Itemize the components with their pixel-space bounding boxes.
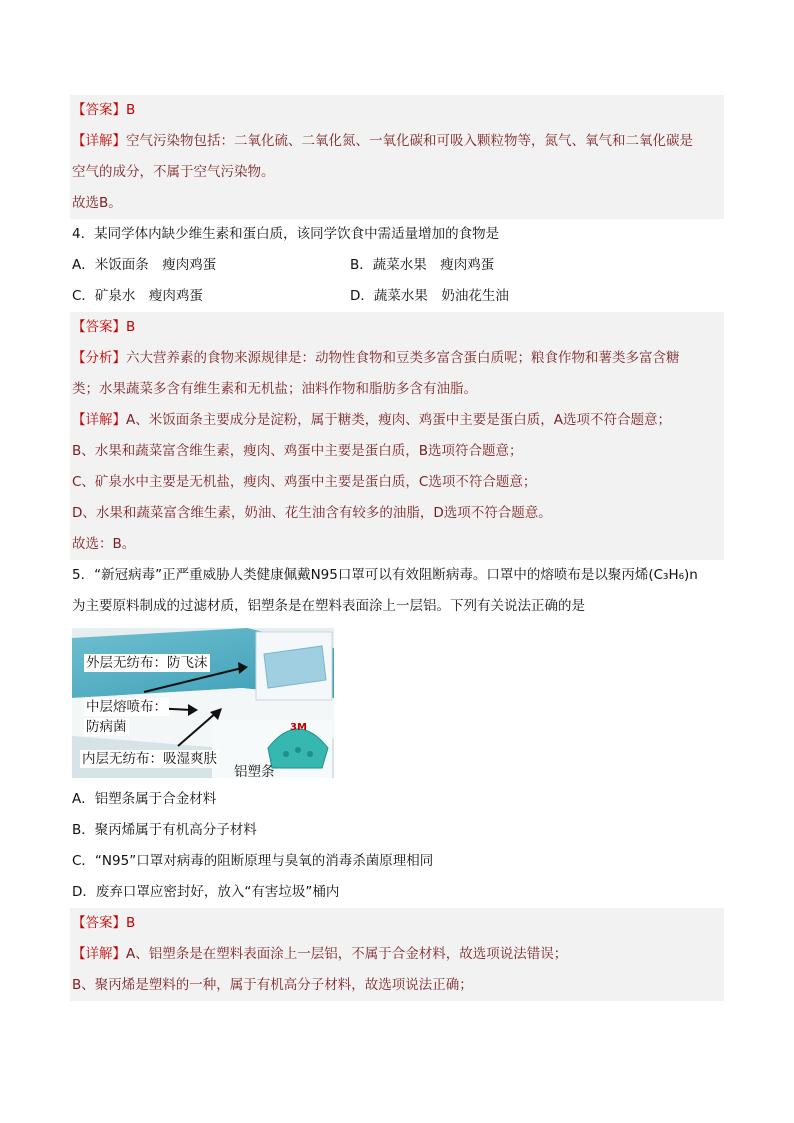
detail-text: 空气污染物包括：二氧化硫、二氧化氮、一氧化碳和可吸入颗粒物等，氮气、氧气和二氧化碳是 — [126, 133, 693, 149]
q4-option-a: A．米饭面条 瘦肉鸡蛋 — [72, 257, 217, 273]
q4-detail-line-b: B、水果和蔬菜富含维生素，瘦肉、鸡蛋中主要是蛋白质，B选项符合题意； — [72, 443, 523, 459]
q4-detail-line-d: D、水果和蔬菜富含维生素，奶油、花生油含有较多的油脂，D选项不符合题意。 — [72, 505, 552, 521]
label-middle-layer-1: 中层熔喷布： — [86, 699, 167, 715]
detail-tag: 【详解】 — [72, 946, 126, 962]
q5-solution-block — [70, 908, 724, 1001]
q4-detail-line-a — [70, 405, 724, 436]
q5-stem-line-1: 5．“新冠病毒”正严重威胁人类健康佩戴N95口罩可以有效阻断病毒。口罩中的熔喷布是以聚丙烯(C₃H₆)n — [72, 567, 698, 583]
answer-value: B — [126, 319, 136, 335]
q4-answer-line — [70, 312, 724, 343]
q4-analysis-line-1 — [70, 343, 724, 374]
q4-option-d: D．蔬菜水果 奶油花生油 — [350, 288, 509, 304]
q3-solution-block — [70, 95, 724, 219]
q3-conclusion: 故选B。 — [72, 195, 122, 211]
detail-tag: 【详解】 — [72, 412, 126, 428]
q5-stem-line-2: 为主要原料制成的过滤材质，铝塑条是在塑料表面涂上一层铝。下列有关说法正确的是 — [72, 598, 585, 614]
answer-tag: 【答案】 — [72, 102, 126, 118]
q5-option-b: B．聚丙烯属于有机高分子材料 — [72, 822, 257, 838]
q4-solution-block — [70, 312, 724, 560]
q5-option-a: A．铝塑条属于合金材料 — [72, 791, 217, 807]
detail-tag: 【详解】 — [72, 133, 126, 149]
q4-options-row-2 — [70, 281, 724, 312]
answer-tag: 【答案】 — [72, 915, 126, 931]
detail-text: A、米饭面条主要成分是淀粉，属于糖类，瘦肉、鸡蛋中主要是蛋白质，A选项不符合题意； — [126, 412, 671, 428]
analysis-tag: 【分析】 — [72, 350, 126, 366]
q4-stem: 4．某同学体内缺少维生素和蛋白质，该同学饮食中需适量增加的食物是 — [72, 226, 500, 242]
label-inner-layer: 内层无纺布：吸湿爽肤 — [82, 751, 217, 767]
q5-detail-line-a — [70, 939, 724, 970]
answer-value: B — [126, 915, 136, 931]
analysis-text: 六大营养素的食物来源规律是：动物性食物和豆类多富含蛋白质呢；粮食作物和薯类多富含糖 — [126, 350, 680, 366]
label-aluminum-strip: 铝塑条 — [234, 764, 275, 778]
flat-mask-icon — [264, 646, 326, 688]
q5-answer-line — [70, 908, 724, 939]
q4-option-b: B．蔬菜水果 瘦肉鸡蛋 — [350, 257, 495, 273]
q4-analysis-line-2: 类；水果蔬菜多含有维生素和无机盐；油料作物和脂肪多含有油脂。 — [72, 381, 477, 397]
mask-figure — [72, 628, 334, 778]
label-outer-layer: 外层无纺布：防飞沫 — [86, 655, 208, 671]
q3-answer-line — [70, 95, 724, 126]
q5-option-c: C．“N95”口罩对病毒的阻断原理与臭氧的消毒杀菌原理相同 — [72, 853, 434, 869]
detail-text: A、铝塑条是在塑料表面涂上一层铝，不属于合金材料，故选项说法错误； — [126, 946, 568, 962]
answer-tag: 【答案】 — [72, 319, 126, 335]
q5-detail-line-b: B、聚丙烯是塑料的一种，属于有机高分子材料，故选项说法正确； — [72, 977, 473, 993]
answer-value: B — [126, 102, 136, 118]
brand-logo: 3M — [290, 722, 307, 733]
document-page — [70, 95, 724, 1001]
q4-detail-line-c: C、矿泉水中主要是无机盐，瘦肉、鸡蛋中主要是蛋白质，C选项不符合题意； — [72, 474, 537, 490]
q4-conclusion: 故选：B。 — [72, 536, 136, 552]
q3-detail-line-1 — [70, 126, 724, 157]
q4-options-row-1 — [70, 250, 724, 281]
q5-option-d: D．废弃口罩应密封好，放入“有害垃圾”桶内 — [72, 884, 340, 900]
q4-option-c: C．矿泉水 瘦肉鸡蛋 — [72, 288, 203, 304]
q3-detail-line-2: 空气的成分，不属于空气污染物。 — [72, 164, 275, 180]
label-middle-layer-2: 防病菌 — [86, 719, 127, 735]
